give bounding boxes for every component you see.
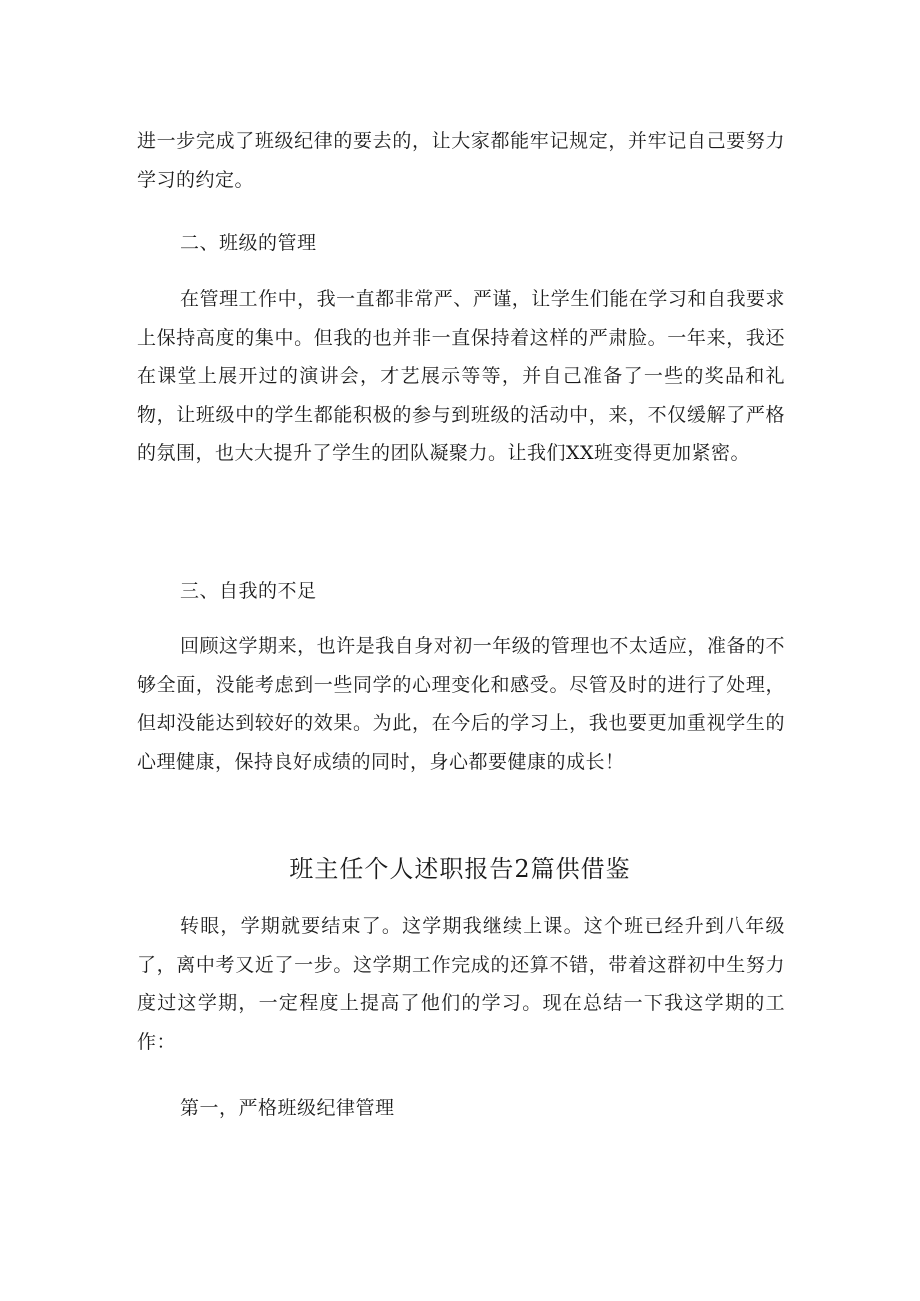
report-title: 班主任个人述职报告2篇供借鉴: [289, 855, 631, 883]
report-opening-paragraph: 转眼，学期就要结束了。这学期我继续上课。这个班已经升到八年级了，离中考又近了一步。这学期工作完成的还算不错，带着这群初中生努力度过这学期，一定程度上提高了他们的学习。现在总结一下我这学期的工作：: [137, 915, 785, 1053]
section-heading-discipline: 第一，严格班级纪律管理: [180, 1097, 395, 1119]
intro-continuation-paragraph: 进一步完成了班级纪律的要去的，让大家都能牢记规定，并牢记自己要努力学习的约定。: [137, 130, 785, 191]
management-paragraph: 在管理工作中，我一直都非常严、严谨，让学生们能在学习和自我要求上保持高度的集中。但我的也并非一直保持着这样的严肃脸。一年来，我还在课堂上展开过的演讲会，才艺展示等等，并自己准备了一些的奖品和礼物，让班级中的学生都能积极的参与到班级的活动中，来，不仅缓解了严格的氛围，也大大提升了学生的团队凝聚力。让我们XX班变得更加紧密。: [137, 288, 785, 465]
section-heading-shortcomings: 三、自我的不足: [180, 580, 317, 602]
shortcomings-paragraph: 回顾这学期来，也许是我自身对初一年级的管理也不太适应，准备的不够全面，没能考虑到一些同学的心理变化和感受。尽管及时的进行了处理，但却没能达到较好的效果。为此，在今后的学习上，我也要更加重视学生的心理健康，保持良好成绩的同时，身心都要健康的成长！: [137, 635, 785, 773]
section-heading-class-management: 二、班级的管理: [180, 232, 317, 254]
